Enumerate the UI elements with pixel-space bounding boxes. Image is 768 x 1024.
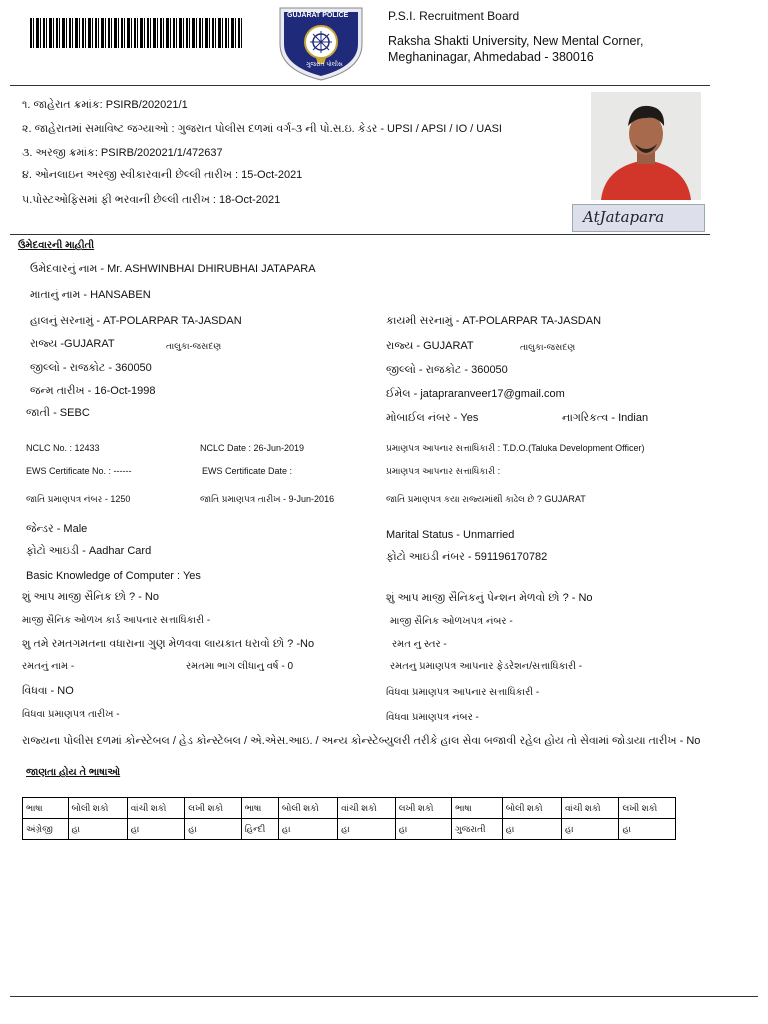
table-cell: ભાષા: [23, 798, 69, 819]
nclc-authority: પ્રમાણપત્ર આપનાર સત્તાધિકારી : T.D.O.(Taluka Development Officer): [386, 443, 645, 453]
adv-number: ૧. જાહેરાત ક્રમાંક: PSIRB/202021/1: [22, 99, 188, 111]
sport-name: રમતનું નામ -: [22, 661, 75, 672]
table-cell: વાંચી શકો: [561, 798, 619, 819]
table-cell: બોલી શકો: [68, 798, 127, 819]
police-service: રાજ્યના પોલીસ દળમાં કોન્સ્ટેબલ / હેડ કોન્સ્ટેબલ / એ.એસ.આઇ. / અન્ય કોન્સ્ટેબ્યુલરી તરીકે હાલ સેવા બજાવી રહેલ હોય તો સેવામાં જોડાયા તારીખ - No: [22, 735, 701, 747]
ex-card-authority: માજી સૈનિક ઓળખ કાર્ડ આપનાર સત્તાધિકારી -: [22, 615, 211, 626]
address-line1: Raksha Shakti University, New Mental Corner,: [388, 34, 644, 48]
posts-included: ૨. જાહેરાતમાં સમાવિષ્ટ જગ્યાઓ : ગુજરાત પોલીસ દળમાં વર્ગ-૩ ની પો.સ.ઇ. કેડર - UPSI / APSI / IO / UASI: [22, 123, 502, 135]
table-cell: બોલી શકો: [502, 798, 561, 819]
mobile: મોબાઈલ નંબર - Yes: [386, 412, 479, 424]
marital-status: Marital Status - Unmarried: [386, 529, 515, 541]
candidate-signature: [572, 204, 705, 232]
logo-bottom-text: ગુજરાત પોલીસ: [306, 62, 343, 68]
table-cell: હા: [338, 819, 396, 840]
board-name: P.S.I. Recruitment Board: [388, 9, 520, 23]
ex-serviceman: શું આપ માજી સૈનિક છો ? - No: [22, 591, 159, 603]
section-divider: [10, 234, 710, 235]
nationality: નાગરિકત્વ - Indian: [562, 412, 649, 424]
ex-serviceman-pension: શું આપ માજી સૈનિકનું પેન્શન મેળવો છો ? - No: [386, 592, 593, 604]
table-cell: બોલી શકો: [278, 798, 337, 819]
ews-cert-authority: પ્રમાણપત્ર આપનાર સત્તાધિકારી :: [386, 466, 501, 476]
last-date-fee: ૫.પોસ્ટઓફિસમાં ફી ભરવાની છેલ્લી તારીખ : 18-Oct-2021: [22, 194, 281, 206]
table-cell: ભાષા: [241, 798, 278, 819]
ex-card-number: માજી સૈનિક ઓળખપત્ર નંબર -: [390, 616, 513, 627]
widow-cert-authority: વિધવા પ્રમાણપત્ર આપનાર સત્તાધિકારી -: [386, 687, 540, 698]
candidate-photo: [591, 92, 701, 200]
signature-text: AtJatapara: [583, 208, 665, 226]
header-divider: [10, 85, 710, 86]
sports-bonus: શુ તમે રમતગમતના વધારાના ગુણ મેળવવા લાયકાત ધરાવો છો ? -No: [22, 638, 315, 650]
computer-knowledge: Basic Knowledge of Computer : Yes: [26, 570, 201, 582]
languages-section-title: જાણતા હોય તે ભાષાઓ: [26, 767, 121, 778]
mother-name: માતાનું નામ - HANSABEN: [30, 289, 151, 301]
photo-id: ફોટો આઇડી - Aadhar Card: [26, 545, 152, 557]
widow: વિધવા - NO: [22, 685, 74, 697]
sport-year: રમતમા ભાગ લીધાનુ વર્ષ - 0: [186, 661, 294, 672]
table-cell: હા: [68, 819, 127, 840]
district-right: જીલ્લો - રાજકોટ - 360050: [386, 364, 508, 376]
table-row: [23, 819, 676, 840]
ews-cert-date: EWS Certificate Date :: [202, 466, 293, 476]
caste-cert-number: જાતિ પ્રમાણપત્ર નંબર - 1250: [26, 494, 131, 504]
table-cell: હા: [185, 819, 241, 840]
caste-cert-date: જાતિ પ્રમાણપત્ર તારીખ - 9-Jun-2016: [200, 494, 335, 504]
table-cell: લખી શકો: [395, 798, 451, 819]
widow-cert-date: વિધવા પ્રમાણપત્ર તારીખ -: [22, 709, 120, 720]
district-left: જીલ્લો - રાજકોટ - 360050: [30, 362, 152, 374]
table-cell: અંગ્રેજી: [23, 819, 69, 840]
candidate-section-title: ઉમેદવારની માહીતી: [18, 240, 95, 251]
widow-cert-number: વિધવા પ્રમાણપત્ર નંબર -: [386, 712, 479, 723]
table-cell: હા: [502, 819, 561, 840]
table-cell: હા: [561, 819, 619, 840]
table-cell: વાંચી શકો: [127, 798, 185, 819]
table-cell: હિન્દી: [241, 819, 278, 840]
languages-table: [22, 797, 676, 840]
current-address: હાલનું સરનામું - AT-POLARPAR TA-JASDAN: [30, 315, 242, 327]
date-of-birth: જન્મ તારીખ - 16-Oct-1998: [30, 385, 156, 397]
candidate-name: ઉમેદવારનું નામ - Mr. ASHWINBHAI DHIRUBHAI JATAPARA: [30, 263, 316, 275]
table-cell: ગુજરાતી: [452, 819, 503, 840]
application-number: ૩. અરજી ક્રમાંક: PSIRB/202021/1/472637: [22, 147, 223, 159]
sport-cert-authority: રમતનુ પ્રમાણપત્ર આપનાર ફેડરેશન/સત્તાધિકારી -: [390, 661, 583, 672]
ews-cert-number: EWS Certificate No. : ------: [26, 466, 132, 476]
table-cell: લખી શકો: [619, 798, 676, 819]
footer-divider: [10, 996, 758, 997]
address-line2: Meghaninagar, Ahmedabad - 380016: [388, 50, 594, 64]
taluka-right: તાલુકા-જસદણ: [520, 342, 576, 352]
sport-level: રમત નુ સ્તર -: [392, 639, 447, 650]
email: ઈમેલ - jatapraranveer17@gmail.com: [386, 388, 565, 400]
state-left: રાજ્ય -GUJARAT: [30, 338, 115, 350]
photo-id-number: ફોટો આઇડી નંબર - 591196170782: [386, 551, 548, 563]
state-right: રાજ્ય - GUJARAT: [386, 340, 474, 352]
table-cell: હા: [395, 819, 451, 840]
permanent-address: કાયમી સરનામું - AT-POLARPAR TA-JASDAN: [386, 315, 602, 327]
table-header-row: [23, 798, 676, 819]
table-cell: ભાષા: [452, 798, 503, 819]
caste-cert-state: જાતિ પ્રમાણપત્ર કયા રાજ્યમાંથી કાઢેલ છે ? GUJARAT: [386, 494, 586, 504]
taluka-left: તાલુકા-જસદણ: [166, 341, 222, 351]
table-cell: હા: [619, 819, 676, 840]
last-date-online: ૪. ઓનલાઇન અરજી સ્વીકારવાની છેલ્લી તારીખ : 15-Oct-2021: [22, 169, 303, 181]
caste: જાતી - SEBC: [26, 407, 90, 419]
nclc-date: NCLC Date : 26-Jun-2019: [200, 443, 305, 453]
nclc-number: NCLC No. : 12433: [26, 443, 100, 453]
table-cell: લખી શકો: [185, 798, 241, 819]
logo-top-text: GUJARAT POLICE: [287, 12, 349, 19]
table-cell: હા: [278, 819, 337, 840]
table-cell: હા: [127, 819, 185, 840]
table-cell: વાંચી શકો: [338, 798, 396, 819]
barcode: [30, 18, 242, 48]
gender: જેન્ડર - Male: [26, 523, 88, 535]
